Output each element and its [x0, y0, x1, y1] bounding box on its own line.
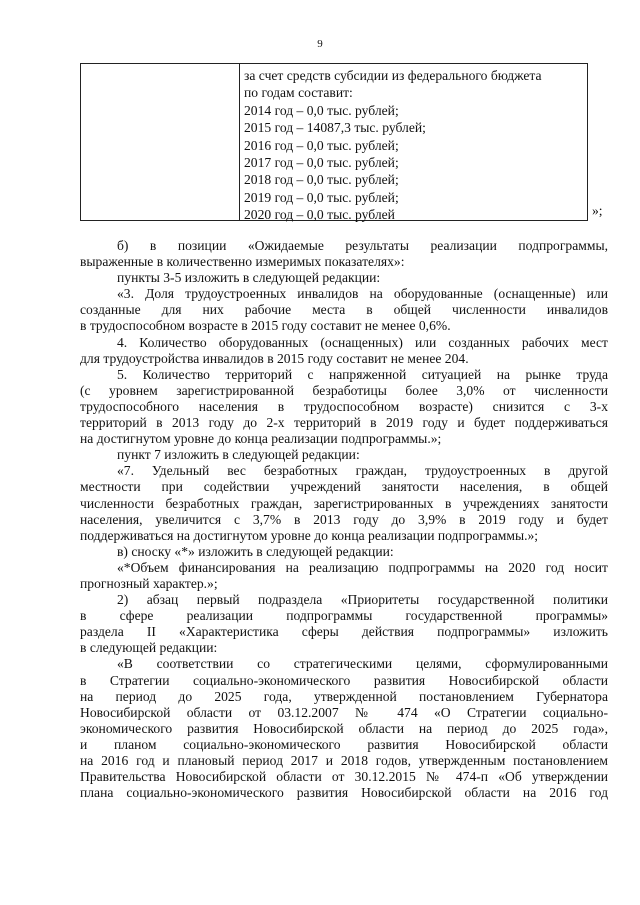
- text-line: (с уровнем зарегистрированной безработицы более 3,0% от численности: [80, 382, 608, 398]
- text-line: местности при содействии учреждений занятости населения, в общей: [80, 479, 608, 495]
- text-line: Новосибирской области от 03.12.2007 № 474 «О Стратегии социально-: [80, 704, 608, 720]
- table-closing-quote: »;: [592, 203, 603, 218]
- text-line: пункт 7 изложить в следующей редакции:: [117, 447, 360, 463]
- text-line: в) сноску «*» изложить в следующей редакции:: [117, 543, 394, 559]
- text-line: раздела II «Характеристика сферы действия подпрограммы» изложить: [80, 624, 608, 640]
- table-line: по годам составит:: [244, 85, 353, 101]
- text-line: в Стратегии социально-экономического развития Новосибирской области: [80, 672, 608, 688]
- text-line: 2) абзац первый подраздела «Приоритеты государственной политики: [117, 592, 608, 608]
- table-line: 2017 год – 0,0 тыс. рублей;: [244, 155, 399, 171]
- text-line: 5. Количество территорий с напряженной ситуацией на рынке труда: [117, 366, 608, 382]
- text-line: на период до 2025 года, утвержденной постановлением Губернатора: [80, 688, 608, 704]
- text-line: созданные для них рабочие места в общей численности инвалидов: [80, 302, 608, 318]
- text-line: в следующей редакции:: [80, 640, 218, 656]
- table-line: 2018 год – 0,0 тыс. рублей;: [244, 172, 399, 188]
- text-line: на 2016 год и плановый период 2017 и 2018 годов, утвержденным постановлением: [80, 753, 608, 768]
- text-line: «3. Доля трудоустроенных инвалидов на оборудованные (оснащенные) или: [117, 286, 608, 302]
- table-line: за счет средств субсидии из федерального бюджета: [244, 68, 542, 83]
- financing-table: [80, 63, 588, 221]
- text-line: в трудоспособном возрасте в 2015 году составит не менее 0,6%.: [80, 318, 451, 334]
- page-number: 9: [317, 38, 323, 50]
- text-line: в сфере реализации подпрограммы государственной программы»: [80, 608, 608, 624]
- text-line: Правительства Новосибирской области от 30.12.2015 № 474-п «Об утверждении: [80, 769, 608, 785]
- text-line: «В соответствии со стратегическими целями, сформулированными: [117, 656, 608, 672]
- table-column-divider: [239, 64, 240, 220]
- text-line: плана социально-экономического развития Новосибирской области на 2016 год: [80, 785, 608, 801]
- table-line: 2016 год – 0,0 тыс. рублей;: [244, 137, 399, 153]
- text-line: прогнозный характер.»;: [80, 575, 218, 591]
- table-line: 2014 год – 0,0 тыс. рублей;: [244, 102, 399, 118]
- text-line: населения, увеличится с 3,7% в 2013 году до 3,9% в 2019 году и будет: [80, 511, 608, 527]
- table-line: 2020 год – 0,0 тыс. рублей: [244, 207, 395, 223]
- text-line: экономического развития Новосибирской области на период до 2025 года»,: [80, 720, 608, 736]
- text-line: трудоспособного населения в трудоспособном возрасте) снизится с 3-х: [80, 398, 608, 414]
- text-line: пункты 3-5 изложить в следующей редакции:: [117, 270, 381, 286]
- table-line: 2015 год – 14087,3 тыс. рублей;: [244, 120, 426, 136]
- text-line: «*Объем финансирования на реализацию подпрограммы на 2020 год носит: [117, 559, 608, 575]
- text-line: для трудоустройства инвалидов в 2015 году составит не менее 204.: [80, 350, 469, 366]
- text-line: и планом социально-экономического развития Новосибирской области: [80, 736, 608, 752]
- text-line: на достигнутом уровне до конца реализации подпрограммы.»;: [80, 431, 442, 447]
- text-line: поддерживаться на достигнутом уровне до конца реализации подпрограммы.»;: [80, 527, 539, 543]
- text-line: б) в позиции «Ожидаемые результаты реализации подпрограммы,: [117, 238, 608, 253]
- text-line: «7. Удельный вес безработных граждан, трудоустроенных в другой: [117, 463, 608, 479]
- text-line: территорий в 2013 году до 2-х территорий в 2019 году и будет поддерживаться: [80, 415, 608, 431]
- table-line: 2019 год – 0,0 тыс. рублей;: [244, 189, 399, 205]
- document-body: [80, 238, 608, 801]
- table-right-cell: [244, 67, 583, 224]
- text-line: 4. Количество оборудованных (оснащенных) или созданных рабочих мест: [117, 334, 608, 350]
- text-line: выраженные в количественно измеримых показателях»:: [80, 254, 405, 270]
- text-line: численности безработных граждан, зарегистрированных в учреждениях занятости: [80, 495, 608, 511]
